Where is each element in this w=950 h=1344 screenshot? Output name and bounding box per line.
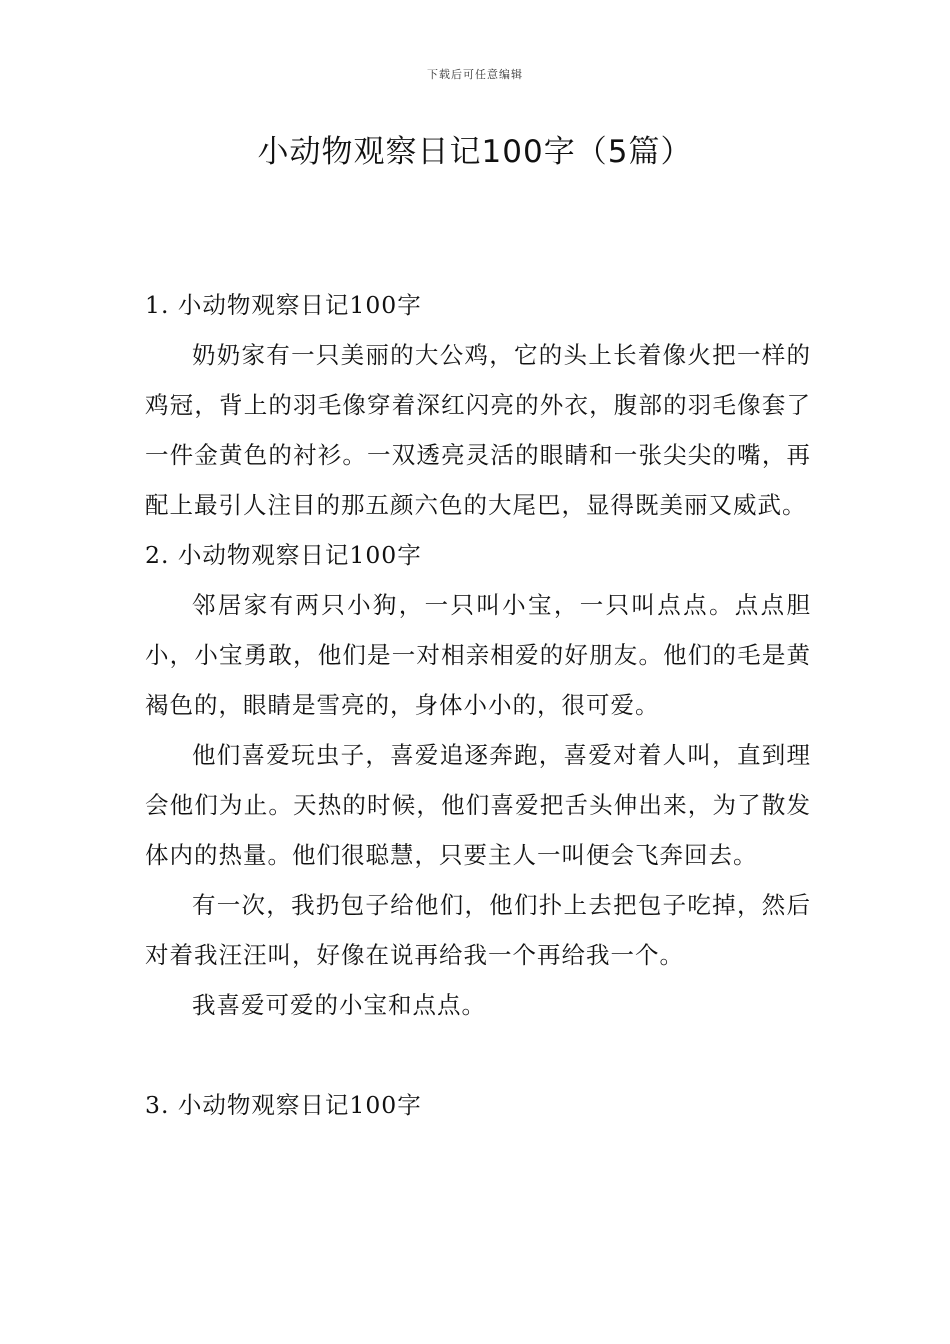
section-2-paragraph-4: 我喜爱可爱的小宝和点点。 xyxy=(192,991,486,1019)
section-heading-2: 2. 小动物观察日记100字 xyxy=(145,541,422,569)
section-spacer xyxy=(145,1030,811,1080)
section-2-paragraph-2: 他们喜爱玩虫子，喜爱追逐奔跑，喜爱对着人叫，直到理会他们为止。天热的时候，他们喜爱把舌头伸出来，为了散发体内的热量。他们很聪慧，只要主人一叫便会飞奔回去。 xyxy=(145,741,811,869)
section-heading-1: 1. 小动物观察日记100字 xyxy=(145,291,422,319)
document-body xyxy=(145,280,811,1130)
section-2-paragraph-3: 有一次，我扔包子给他们，他们扑上去把包子吃掉，然后对着我汪汪叫，好像在说再给我一个再给我一个。 xyxy=(145,891,811,969)
page-title: 小动物观察日记100字（5篇） xyxy=(257,134,693,170)
section-2-paragraph-1: 邻居家有两只小狗，一只叫小宝，一只叫点点。点点胆小，小宝勇敢，他们是一对相亲相爱的好朋友。他们的毛是黄褐色的，眼睛是雪亮的，身体小小的，很可爱。 xyxy=(145,591,811,719)
section-heading-3: 3. 小动物观察日记100字 xyxy=(145,1091,422,1119)
header-note: 下载后可任意编辑 xyxy=(427,68,523,81)
section-1-paragraph-1: 奶奶家有一只美丽的大公鸡，它的头上长着像火把一样的鸡冠，背上的羽毛像穿着深红闪亮的外衣，腹部的羽毛像套了一件金黄色的衬衫。一双透亮灵活的眼睛和一张尖尖的嘴，再配上最引人注目的那五颜六色的大尾巴，显得既美丽又威武。 xyxy=(145,341,811,519)
